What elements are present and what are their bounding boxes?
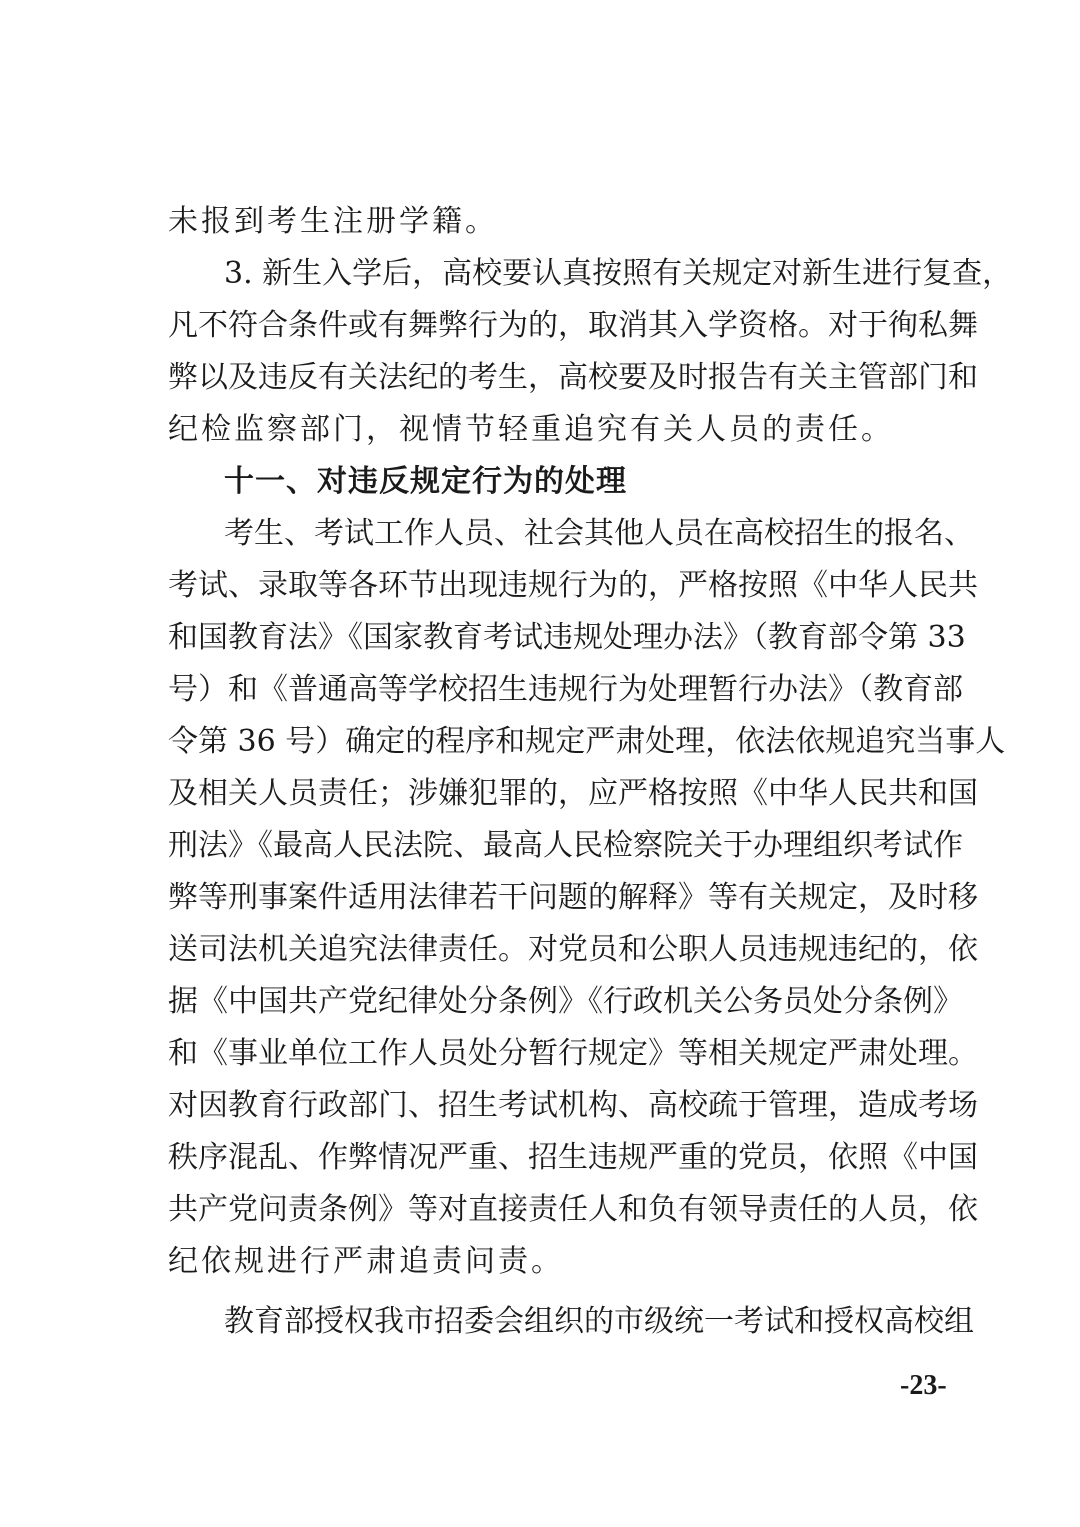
- text-line: 纪检监察部门，视情节轻重追究有关人员的责任。: [168, 412, 894, 447]
- text-line: 对因教育行政部门、招生考试机构、高校疏于管理，造成考场: [168, 1088, 978, 1123]
- text-line: 弊等刑事案件适用法律若干问题的解释》等有关规定，及时移: [168, 880, 978, 915]
- text-line: 和《事业单位工作人员处分暂行规定》等相关规定严肃处理。: [168, 1036, 978, 1071]
- text-line: 教育部授权我市招委会组织的市级统一考试和授权高校组: [224, 1304, 974, 1339]
- text-line: 3. 新生入学后，高校要认真按照有关规定对新生进行复查，: [224, 256, 1013, 291]
- text-line: 号）和《普通高等学校招生违规行为处理暂行办法》（教育部: [168, 672, 963, 707]
- body-text: [168, 196, 1013, 1348]
- text-line: 秩序混乱、作弊情况严重、招生违规严重的党员，依照《中国: [168, 1140, 978, 1175]
- text-line: 考试、录取等各环节出现违规行为的，严格按照《中华人民共: [168, 568, 978, 603]
- text-line: 凡不符合条件或有舞弊行为的，取消其入学资格。对于徇私舞: [168, 308, 978, 343]
- text-line: 和国教育法》《国家教育考试违规处理办法》（教育部令第 33: [168, 620, 966, 655]
- text-line: 考生、考试工作人员、社会其他人员在高校招生的报名、: [224, 516, 974, 551]
- text-line: 刑法》《最高人民法院、最高人民检察院关于办理组织考试作: [168, 828, 963, 863]
- text-line: 共产党问责条例》等对直接责任人和负有领导责任的人员，依: [168, 1192, 978, 1227]
- text-line: 纪依规进行严肃追责问责。: [168, 1244, 564, 1279]
- text-line: 据《中国共产党纪律处分条例》《行政机关公务员处分条例》: [168, 984, 963, 1019]
- text-line: 令第 36 号）确定的程序和规定严肃处理，依法依规追究当事人: [168, 724, 1006, 759]
- text-line: 弊以及违反有关法纪的考生，高校要及时报告有关主管部门和: [168, 360, 978, 395]
- text-line: 及相关人员责任；涉嫌犯罪的，应严格按照《中华人民共和国: [168, 776, 978, 811]
- section-heading: 十一、对违反规定行为的处理: [224, 464, 627, 499]
- text-line: 送司法机关追究法律责任。对党员和公职人员违规违纪的，依: [168, 932, 978, 967]
- text-line: 未报到考生注册学籍。: [168, 204, 498, 239]
- paragraph-gap: [168, 1288, 958, 1296]
- page-number: -23-: [900, 1370, 947, 1401]
